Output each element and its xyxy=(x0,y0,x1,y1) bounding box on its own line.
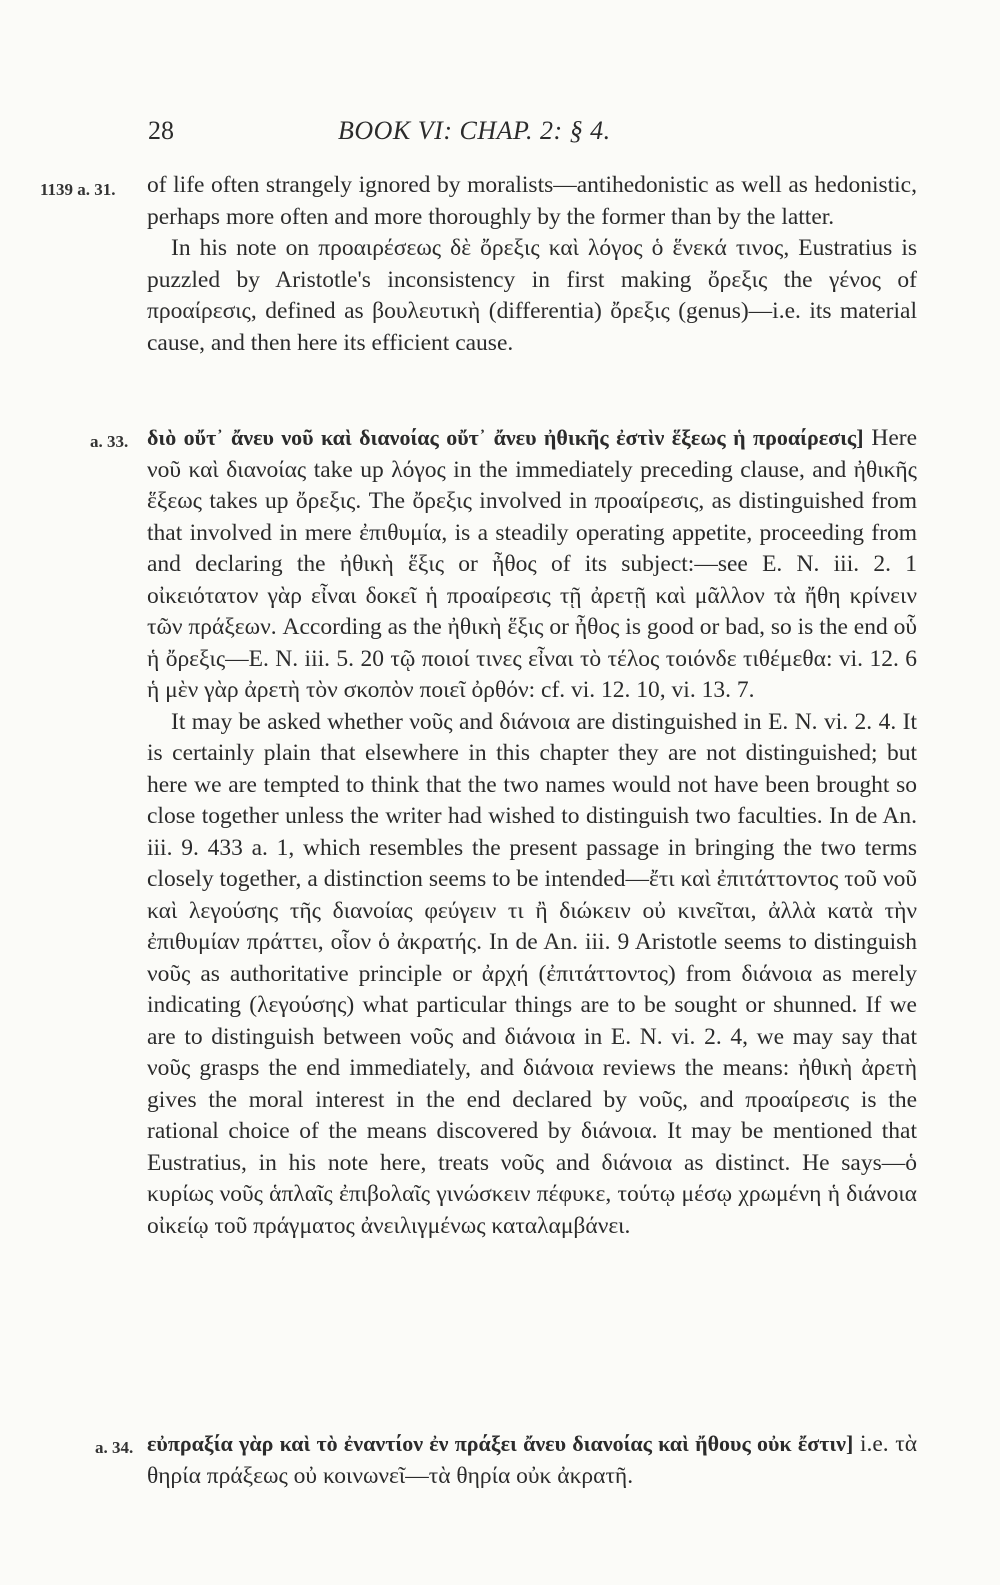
commentary-block xyxy=(147,170,917,359)
marginal-reference: a. 34. xyxy=(95,1438,134,1457)
running-title: BOOK VI: CHAP. 2: § 4. xyxy=(338,116,611,145)
lemma: διὸ οὔτ᾽ ἄνευ νοῦ καὶ διανοίας οὔτ᾽ ἄνευ ἠθικῆς ἐστὶν ἕξεως ἡ προαίρεσις] xyxy=(147,425,864,450)
paragraph: i.e. τὰ θηρία πράξεως οὐ κοινωνεῖ—τὰ θηρία οὐκ ἀκρατῆ. xyxy=(147,1431,918,1489)
paragraph: It may be asked whether νοῦς and διάνοια are distinguished in E. N. vi. 2. 4. It is certainly plain that elsewhere in this chapter they are not distinguished; but here we are tempted to think that the two names would not have been brought so close together unless the writer had wished to distinguish two faculties. In de An. iii. 9. 433 a. 1, which resembles the present passage in bringing the two terms closely together, a distinction seems to be intended—ἔτι καὶ ἐπιτάττοντος τοῦ νοῦ καὶ λεγούσης τῆς διανοίας φεύγειν τι ἢ διώκειν οὐ κινεῖται, ἀλλὰ κατὰ τὴν ἐπιθυμίαν πράττει, οἷον ὁ ἀκρατής. In de An. iii. 9 Aristotle seems to distinguish νοῦς as authoritative principle or ἀρχή (ἐπιτάττοντος) from διάνοια as merely indicating (λεγούσης) what particular things are to be sought or shunned. If we are to distinguish between νοῦς and διάνοια in E. N. vi. 2. 4, we may say that νοῦς grasps the end immediately, and διάνοια reviews the means: ἠθικὴ ἀρετὴ gives the moral interest in the end declared by νοῦς, and προαίρεσις is the rational choice of the means discovered by διάνοια. It may be mentioned that Eustratius, in his note here, treats νοῦς and διάνοια as distinct. He says—ὁ κυρίως νοῦς ἁπλαῖς ἐπιβολαῖς γινώσκειν πέφυκε, τούτῳ μέσῳ χρωμένη ἡ διάνοια οἰκείῳ τοῦ πράγματος ἀνειλιγμένως καταλαμβάνει. xyxy=(147,708,917,1239)
paragraph: Here νοῦ καὶ διανοίας take up λόγος in the immediately preceding clause, and ἠθικῆς ἕξεως takes up ὄρεξις. The ὄρεξις involved in προαίρεσις, as distinguished from that involved in mere ἐπιθυμία, is a steadily operating appetite, proceeding from and declaring the ἠθικὴ ἕξις or ἦθος of its subject:—see E. N. iii. 2. 1 οἰκειότατον γὰρ εἶναι δοκεῖ ἡ προαίρεσις τῇ ἀρετῇ καὶ μᾶλλον τὰ ἤθη κρίνειν τῶν πράξεων. According as the ἠθικὴ ἕξις or ἦθος is good or bad, so is the end οὗ ἡ ὄρεξις—E. N. iii. 5. 20 τῷ ποιοί τινες εἶναι τὸ τέλος τοιόνδε τιθέμεθα: vi. 12. 6 ἡ μὲν γὰρ ἀρετὴ τὸν σκοπὸν ποιεῖ ὀρθόν: cf. vi. 12. 10, vi. 13. 7. xyxy=(147,425,918,703)
page-number: 28 xyxy=(148,116,174,145)
commentary-block xyxy=(147,422,917,1242)
marginal-reference: a. 33. xyxy=(90,432,129,451)
lemma: εὐπραξία γὰρ καὶ τὸ ἐναντίον ἐν πράξει ἄνευ διανοίας καὶ ἤθους οὐκ ἔστιν] xyxy=(147,1431,854,1456)
running-head xyxy=(148,116,918,156)
marginal-reference: 1139 a. 31. xyxy=(40,180,116,199)
commentary-block xyxy=(147,1428,917,1492)
paragraph: of life often strangely ignored by moralists—antihedonistic as well as hedonistic, perhaps more often and more thoroughly by the former than by the latter. xyxy=(147,172,917,230)
paragraph: In his note on προαιρέσεως δὲ ὄρεξις καὶ λόγος ὁ ἕνεκά τινος, Eustratius is puzzled by Aristotle's inconsistency in first making ὄρεξις the γένος of προαίρεσις, defined as βουλευτικὴ (differentia) ὄρεξις (genus)—i.e. its material cause, and then here its efficient cause. xyxy=(147,235,917,356)
